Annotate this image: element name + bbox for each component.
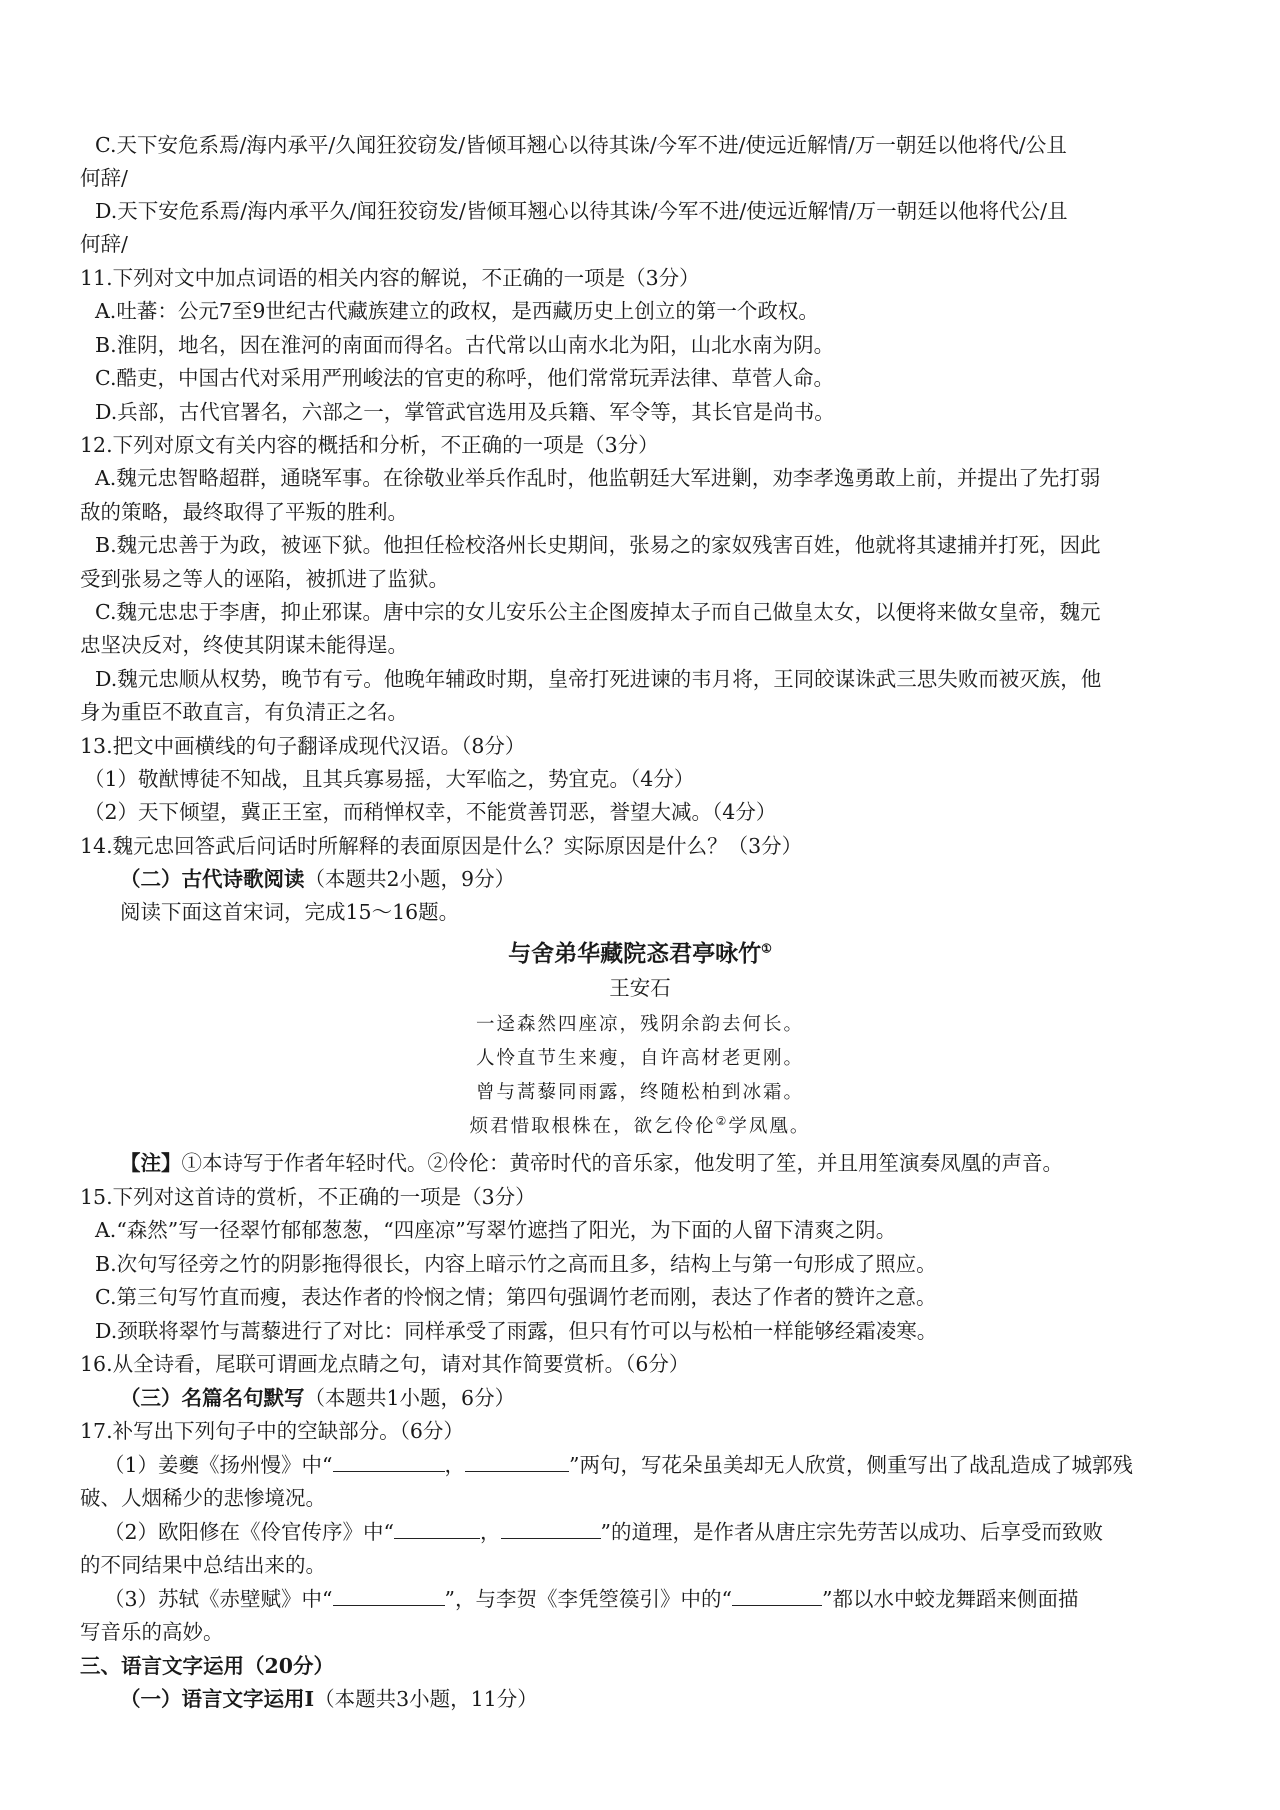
q12-option-a-line2: 敌的策略，最终取得了平叛的胜利。 [80,500,408,524]
q17-item-3-line1 [104,1584,1078,1615]
q17-item-1-blank-2[interactable] [465,1451,569,1472]
part-3-sub-note: （本题共3小题，11分） [314,1687,538,1711]
section-poetry-heading [120,864,515,895]
q15-option-c: C.第三句写竹直而瘦，表达作者的怜悯之情；第四句强调竹老而刚，表达了作者的赞许之意。 [95,1285,937,1309]
q17-item-1-sep: ， [444,1453,466,1477]
q12-option-d-line1: D.魏元忠顺从权势，晚节有亏。他晚年辅政时期，皇帝打死进谏的韦月将，王同皎谋诛武三思失败而被灭族，他 [95,667,1102,691]
poem-note-text: ①本诗写于作者年轻时代。②伶伦：黄帝时代的音乐家，他发明了笙，并且用笙演奏凤凰的声音。 [181,1151,1063,1175]
poetry-intro: 阅读下面这首宋词，完成15～16题。 [120,900,460,924]
q17-stem: 17.补写出下列句子中的空缺部分。（6分） [80,1419,464,1443]
q17-item-2-sep: ， [480,1520,501,1544]
q17-item-1-text-a: （1）姜夔《扬州慢》中“ [104,1453,333,1477]
q17-item-3-text-a: （3）苏轼《赤壁赋》中“ [104,1587,333,1611]
part-3-sub-title: （一）语言文字运用Ⅰ [120,1687,315,1711]
q12-stem: 12.下列对原文有关内容的概括和分析，不正确的一项是（3分） [80,433,659,457]
q17-item-2-text-b: ”的道理，是作者从唐庄宗先劳苦以成功、后享受而致败 [600,1520,1104,1544]
q11-option-a: A.吐蕃：公元7至9世纪古代藏族建立的政权，是西藏历史上创立的第一个政权。 [95,299,819,323]
q15-option-d: D.颈联将翠竹与蒿藜进行了对比：同样承受了雨露，但只有竹可以与松柏一样能够经霜凌寒。 [95,1319,938,1343]
section-poetry-title: （二）古代诗歌阅读 [120,867,305,891]
q12-option-b-line1: B.魏元忠善于为政，被诬下狱。他担任检校洛州长史期间，张易之的家奴残害百姓，他就将其逮捕并打死，因此 [95,533,1101,557]
section-recitation-title: （三）名篇名句默写 [120,1386,305,1410]
q15-option-a: A.“森然”写一径翠竹郁郁葱葱，“四座凉”写翠竹遮挡了阳光，为下面的人留下清爽之阴。 [95,1218,897,1242]
q12-option-c-line1: C.魏元忠忠于李唐，抑止邪谋。唐中宗的女儿安乐公主企图废掉太子而自己做皇太女，以便将来做女皇帝，魏元 [95,600,1101,624]
q12-option-b-line2: 受到张易之等人的诬陷，被抓进了监狱。 [80,567,449,591]
q17-item-1-blank-1[interactable] [333,1451,445,1472]
q17-item-3-line2: 写音乐的高妙。 [80,1620,224,1644]
q15-stem: 15.下列对这首诗的赏析，不正确的一项是（3分） [80,1185,536,1209]
poem-line-2: 人怜直节生来瘦，自许高材老更刚。 [475,1048,804,1069]
q17-item-3-text-b: ”，与李贺《李凭箜篌引》中的“ [444,1587,732,1611]
q11-option-d: D.兵部，古代官署名，六部之一，掌管武官选用及兵籍、军令等，其长官是尚书。 [95,400,835,424]
q17-item-1-text-b: ”两句，写花朵虽美却无人欣赏，侧重写出了战乱造成了城郭残 [569,1453,1134,1477]
q16-stem: 16.从全诗看，尾联可谓画龙点睛之句，请对其作简要赏析。（6分） [80,1352,690,1376]
q17-item-2-blank-1[interactable] [394,1518,480,1539]
q17-item-2-line1 [104,1517,1103,1548]
section-recitation-note: （本题共1小题，6分） [304,1386,516,1410]
q11-option-c: C.酷吏，中国古代对采用严刑峻法的官吏的称呼，他们常常玩弄法律、草菅人命。 [95,366,834,390]
poem-line-4-footnote-mark: ② [715,1113,729,1128]
poem-line-3: 曾与蒿藜同雨露，终随松柏到冰霜。 [475,1082,804,1103]
q10-option-c-line1: C.天下安危系焉/海内承平/久闻狂狡窃发/皆倾耳翘心以待其诛/今军不进/使远近解情/万一朝廷以他将代/公且 [95,133,1067,157]
poem-line-4-part-a: 烦君惜取根株在，欲乞伶伦 [469,1116,716,1137]
q17-item-3-text-c: ”都以水中蛟龙舞蹈来侧面描 [822,1587,1079,1611]
poem-title-text: 与舍弟华藏院忞君亭咏竹 [508,940,762,967]
q12-option-d-line2: 身为重臣不敢直言，有负清正之名。 [80,700,408,724]
part-3-subheading [120,1684,538,1715]
q17-item-2-blank-2[interactable] [501,1518,601,1539]
part-3-heading: 三、语言文字运用（20分） [80,1654,335,1678]
q14-stem: 14.魏元忠回答武后问话时所解释的表面原因是什么？实际原因是什么？（3分） [80,834,803,858]
q13-sentence-2: （2）天下倾望，冀正王室，而稍惮权幸，不能赏善罚恶，誉望大减。（4分） [84,800,777,824]
section-poetry-note: （本题共2小题，9分） [304,867,516,891]
q17-item-1-line2: 破、人烟稀少的悲惨境况。 [80,1486,326,1510]
q10-option-c-line2: 何辞/ [80,166,128,190]
q17-item-1-line1 [104,1450,1133,1481]
q17-item-3-blank-2[interactable] [732,1585,822,1606]
poem-line-4 [0,1111,1280,1142]
q15-option-b: B.次句写径旁之竹的阴影拖得很长，内容上暗示竹之高而且多，结构上与第一句形成了照应。 [95,1252,937,1276]
q17-item-3-blank-1[interactable] [333,1585,445,1606]
poem-line-4-part-b: 学凤凰。 [728,1116,811,1137]
q12-option-a-line1: A.魏元忠智略超群，通晓军事。在徐敬业举兵作乱时，他监朝廷大军进剿，劝李孝逸勇敢上前，并提出了先打弱 [95,466,1101,490]
q10-option-d-line1: D.天下安危系焉/海内承平久/闻狂狡窃发/皆倾耳翘心以待其诛/今军不进/使远近解情/万一朝廷以他将代公/且 [95,199,1068,223]
q17-item-2-line2: 的不同结果中总结出来的。 [80,1553,326,1577]
q13-sentence-1: （1）敬猷博徒不知战，且其兵寡易摇，大军临之，势宜克。（4分） [84,767,695,791]
poem-author: 王安石 [609,976,671,1000]
poem-line-1: 一迳森然四座凉，残阴余韵去何长。 [475,1014,804,1035]
poem-note [120,1148,1063,1179]
q11-option-b: B.淮阴，地名，因在淮河的南面而得名。古代常以山南水北为阳，山北水南为阴。 [95,333,835,357]
poem-title [0,938,1280,969]
section-recitation-heading [120,1383,515,1414]
poem-title-footnote-mark: ① [761,941,772,956]
q10-option-d-line2: 何辞/ [80,232,128,256]
q11-stem: 11.下列对文中加点词语的相关内容的解说，不正确的一项是（3分） [80,266,700,290]
q17-item-2-text-a: （2）欧阳修在《伶官传序》中“ [104,1520,395,1544]
poem-note-label: 【注】 [120,1151,182,1175]
q12-option-c-line2: 忠坚决反对，终使其阴谋未能得逞。 [80,633,408,657]
q13-stem: 13.把文中画横线的句子翻译成现代汉语。（8分） [80,734,526,758]
